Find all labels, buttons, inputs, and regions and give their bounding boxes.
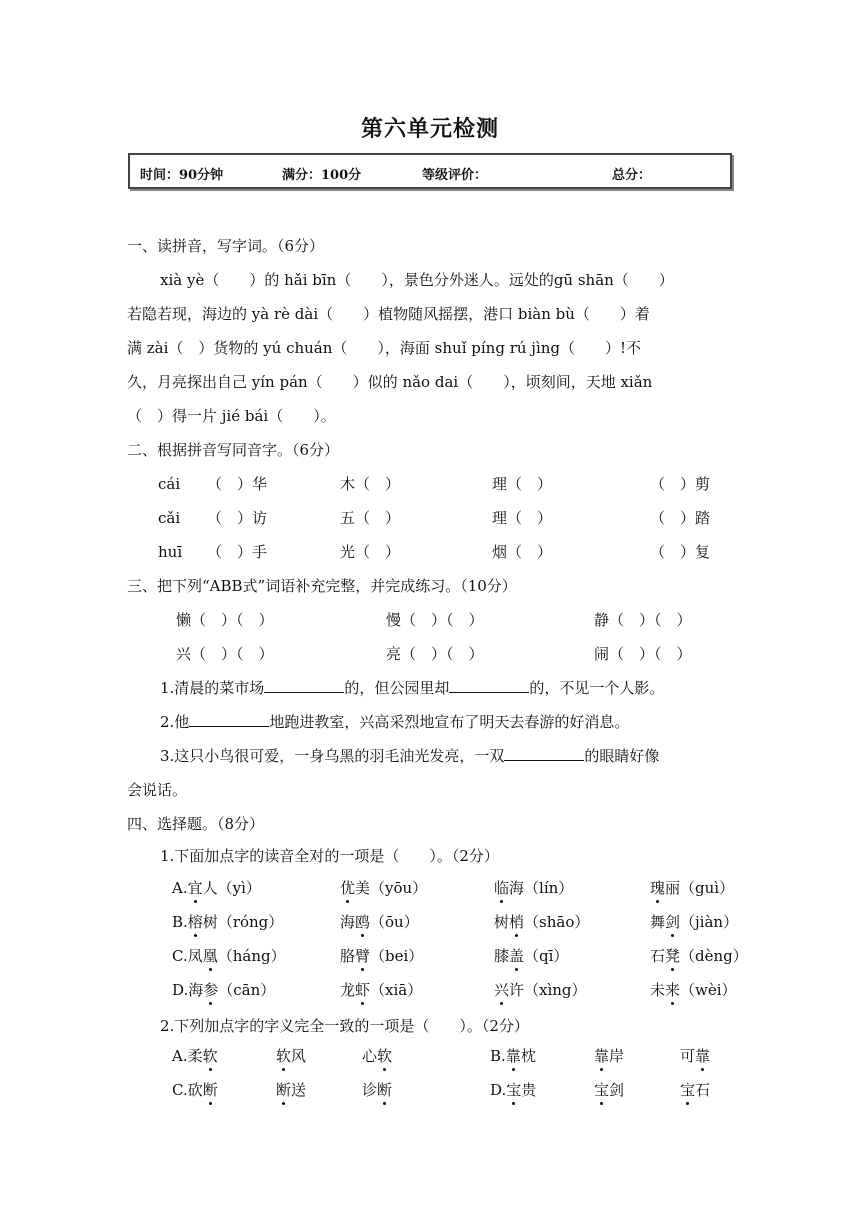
abb-word[interactable]: 亮（ ）（ ）: [386, 645, 484, 663]
choice-option[interactable]: 优美（yōu）: [340, 879, 428, 897]
dotted-character: 靠: [594, 1047, 610, 1065]
abb-word[interactable]: 兴（ ）（ ）: [176, 645, 274, 663]
choice-question-2: 2.下列加点字的字义完全一致的一项是（ ）。（2分）: [160, 1017, 529, 1035]
dotted-character: 软: [377, 1047, 393, 1065]
dotted-character: 软: [202, 1047, 218, 1065]
abb-word[interactable]: 懒（ ）（ ）: [176, 611, 274, 629]
time-label: 时间：90分钟: [140, 168, 224, 183]
choice-option[interactable]: A.柔软: [172, 1047, 218, 1065]
section-1-line-3: 满 zài（ ）货物的 yú chuán（ ），海面 shuǐ píng rú jìng（ ）!不: [127, 339, 642, 357]
dotted-character: 剑: [665, 913, 681, 931]
choice-option[interactable]: 兴许（xìng）: [494, 981, 587, 999]
grade-label[interactable]: 等级评价：: [422, 168, 488, 183]
dotted-character: 凰: [202, 947, 218, 965]
dotted-character: 榕: [187, 913, 203, 931]
abb-word[interactable]: 静（ ）（ ）: [594, 611, 692, 629]
homophone-blank[interactable]: （ ）复: [650, 543, 711, 561]
full-score-label: 满分：100分: [282, 168, 362, 183]
abb-question-1: 1.清晨的菜市场 的，但公园里却 的，不见一个人影。: [160, 679, 665, 697]
dotted-character: 断: [202, 1081, 218, 1099]
homophone-blank[interactable]: （ ）访: [207, 509, 268, 527]
section-1-heading: 一、读拼音，写字词。（6分）: [127, 237, 325, 255]
homophone-blank[interactable]: 理（ ）: [492, 509, 553, 527]
choice-option[interactable]: 临海（lín）: [494, 879, 574, 897]
dotted-character: 宝: [680, 1081, 696, 1099]
choice-option[interactable]: 瑰丽（guì）: [650, 879, 735, 897]
answer-blank[interactable]: [264, 678, 344, 693]
choice-option[interactable]: D.海参（cān）: [172, 981, 276, 999]
dotted-character: 宝: [506, 1081, 522, 1099]
homophone-pinyin: cǎi: [158, 509, 181, 527]
abb-question-2: 2.他 地跑进教室，兴高采烈地宣布了明天去春游的好消息。: [160, 713, 630, 731]
homophone-blank[interactable]: 理（ ）: [492, 475, 553, 493]
choice-option[interactable]: 舞剑（jiàn）: [650, 913, 739, 931]
choice-option[interactable]: 断送: [276, 1081, 307, 1099]
section-1-line-1: xià yè（ ）的 hǎi bīn（ ），景色分外迷人。远处的gū shān（ ）: [160, 271, 674, 289]
dotted-character: 凳: [665, 947, 681, 965]
dotted-character: 参: [203, 981, 219, 999]
page-title: 第六单元检测: [360, 117, 499, 142]
section-3-heading: 三、把下列“ABB式”词语补充完整，并完成练习。（10分）: [127, 577, 517, 595]
dotted-character: 宝: [594, 1081, 610, 1099]
homophone-blank[interactable]: （ ）手: [207, 543, 268, 561]
choice-option[interactable]: 可靠: [680, 1047, 711, 1065]
choice-option[interactable]: 宝石: [680, 1081, 711, 1099]
choice-option[interactable]: C.凤凰（háng）: [172, 947, 286, 965]
choice-option[interactable]: D.宝贵: [490, 1081, 537, 1099]
abb-question-3-cont: 会说话。: [127, 781, 188, 799]
abb-word[interactable]: 闹（ ）（ ）: [594, 645, 692, 663]
abb-word[interactable]: 慢（ ）（ ）: [386, 611, 484, 629]
dotted-character: 断: [377, 1081, 393, 1099]
homophone-blank[interactable]: 木（ ）: [340, 475, 401, 493]
choice-option[interactable]: 海鸥（ōu）: [340, 913, 419, 931]
homophone-pinyin: huī: [158, 543, 183, 561]
homophone-blank[interactable]: 五（ ）: [340, 509, 401, 527]
dotted-character: 临: [494, 879, 510, 897]
homophone-pinyin: cái: [158, 475, 181, 493]
dotted-character: 软: [276, 1047, 292, 1065]
homophone-blank[interactable]: 烟（ ）: [492, 543, 553, 561]
homophone-blank[interactable]: （ ）踏: [650, 509, 711, 527]
section-4-heading: 四、选择题。（8分）: [127, 815, 265, 833]
homophone-blank[interactable]: （ ）华: [207, 475, 268, 493]
choice-option[interactable]: 龙虾（xiā）: [340, 981, 423, 999]
dotted-character: 臂: [355, 947, 371, 965]
exam-info-box: [128, 153, 732, 189]
total-score-label[interactable]: 总分：: [612, 168, 652, 183]
answer-blank[interactable]: [189, 712, 269, 727]
choice-option[interactable]: B.靠枕: [490, 1047, 536, 1065]
choice-option[interactable]: 石凳（dèng）: [650, 947, 748, 965]
dotted-character: 瑰: [650, 879, 666, 897]
choice-option[interactable]: 未来（wèi）: [650, 981, 737, 999]
choice-option[interactable]: C.砍断: [172, 1081, 218, 1099]
choice-option[interactable]: 宝剑: [594, 1081, 625, 1099]
choice-option[interactable]: 软风: [276, 1047, 307, 1065]
choice-option[interactable]: 靠岸: [594, 1047, 625, 1065]
dotted-character: 宜: [187, 879, 203, 897]
homophone-blank[interactable]: （ ）剪: [650, 475, 711, 493]
answer-blank[interactable]: [449, 678, 529, 693]
choice-option[interactable]: 诊断: [362, 1081, 393, 1099]
dotted-character: 靠: [695, 1047, 711, 1065]
dotted-character: 盖: [509, 947, 525, 965]
section-2-heading: 二、根据拼音写同音字。（6分）: [127, 441, 340, 459]
choice-option[interactable]: B.榕树（róng）: [172, 913, 284, 931]
choice-option[interactable]: 树梢（shāo）: [494, 913, 590, 931]
dotted-character: 优: [340, 879, 356, 897]
dotted-character: 靠: [505, 1047, 521, 1065]
dotted-character: 来: [665, 981, 681, 999]
section-1-line-2: 若隐若现，海边的 yà rè dài（ ）植物随风摇摆，港口 biàn bù（ ）着: [127, 305, 650, 323]
dotted-character: 断: [276, 1081, 292, 1099]
choice-option[interactable]: A.宜人（yì）: [172, 879, 261, 897]
choice-option[interactable]: 胳臂（bei）: [340, 947, 424, 965]
dotted-character: 梢: [509, 913, 525, 931]
choice-option[interactable]: 心软: [362, 1047, 393, 1065]
abb-question-3: 3.这只小鸟很可爱，一身乌黑的羽毛油光发亮，一双 的眼睛好像: [160, 747, 660, 765]
section-1-line-4: 久，月亮探出自己 yín pán（ ）似的 nǎo dai（ ），顷刻间，天地 xiǎn: [127, 373, 653, 391]
choice-question-1: 1.下面加点字的读音全对的一项是（ ）。（2分）: [160, 847, 499, 865]
homophone-blank[interactable]: 光（ ）: [340, 543, 401, 561]
answer-blank[interactable]: [504, 746, 584, 761]
dotted-character: 虾: [355, 981, 371, 999]
dotted-character: 鸥: [355, 913, 371, 931]
dotted-character: 兴: [494, 981, 510, 999]
section-1-line-5: （ ）得一片 jié bái（ ）。: [127, 407, 336, 425]
choice-option[interactable]: 膝盖（qī）: [494, 947, 569, 965]
